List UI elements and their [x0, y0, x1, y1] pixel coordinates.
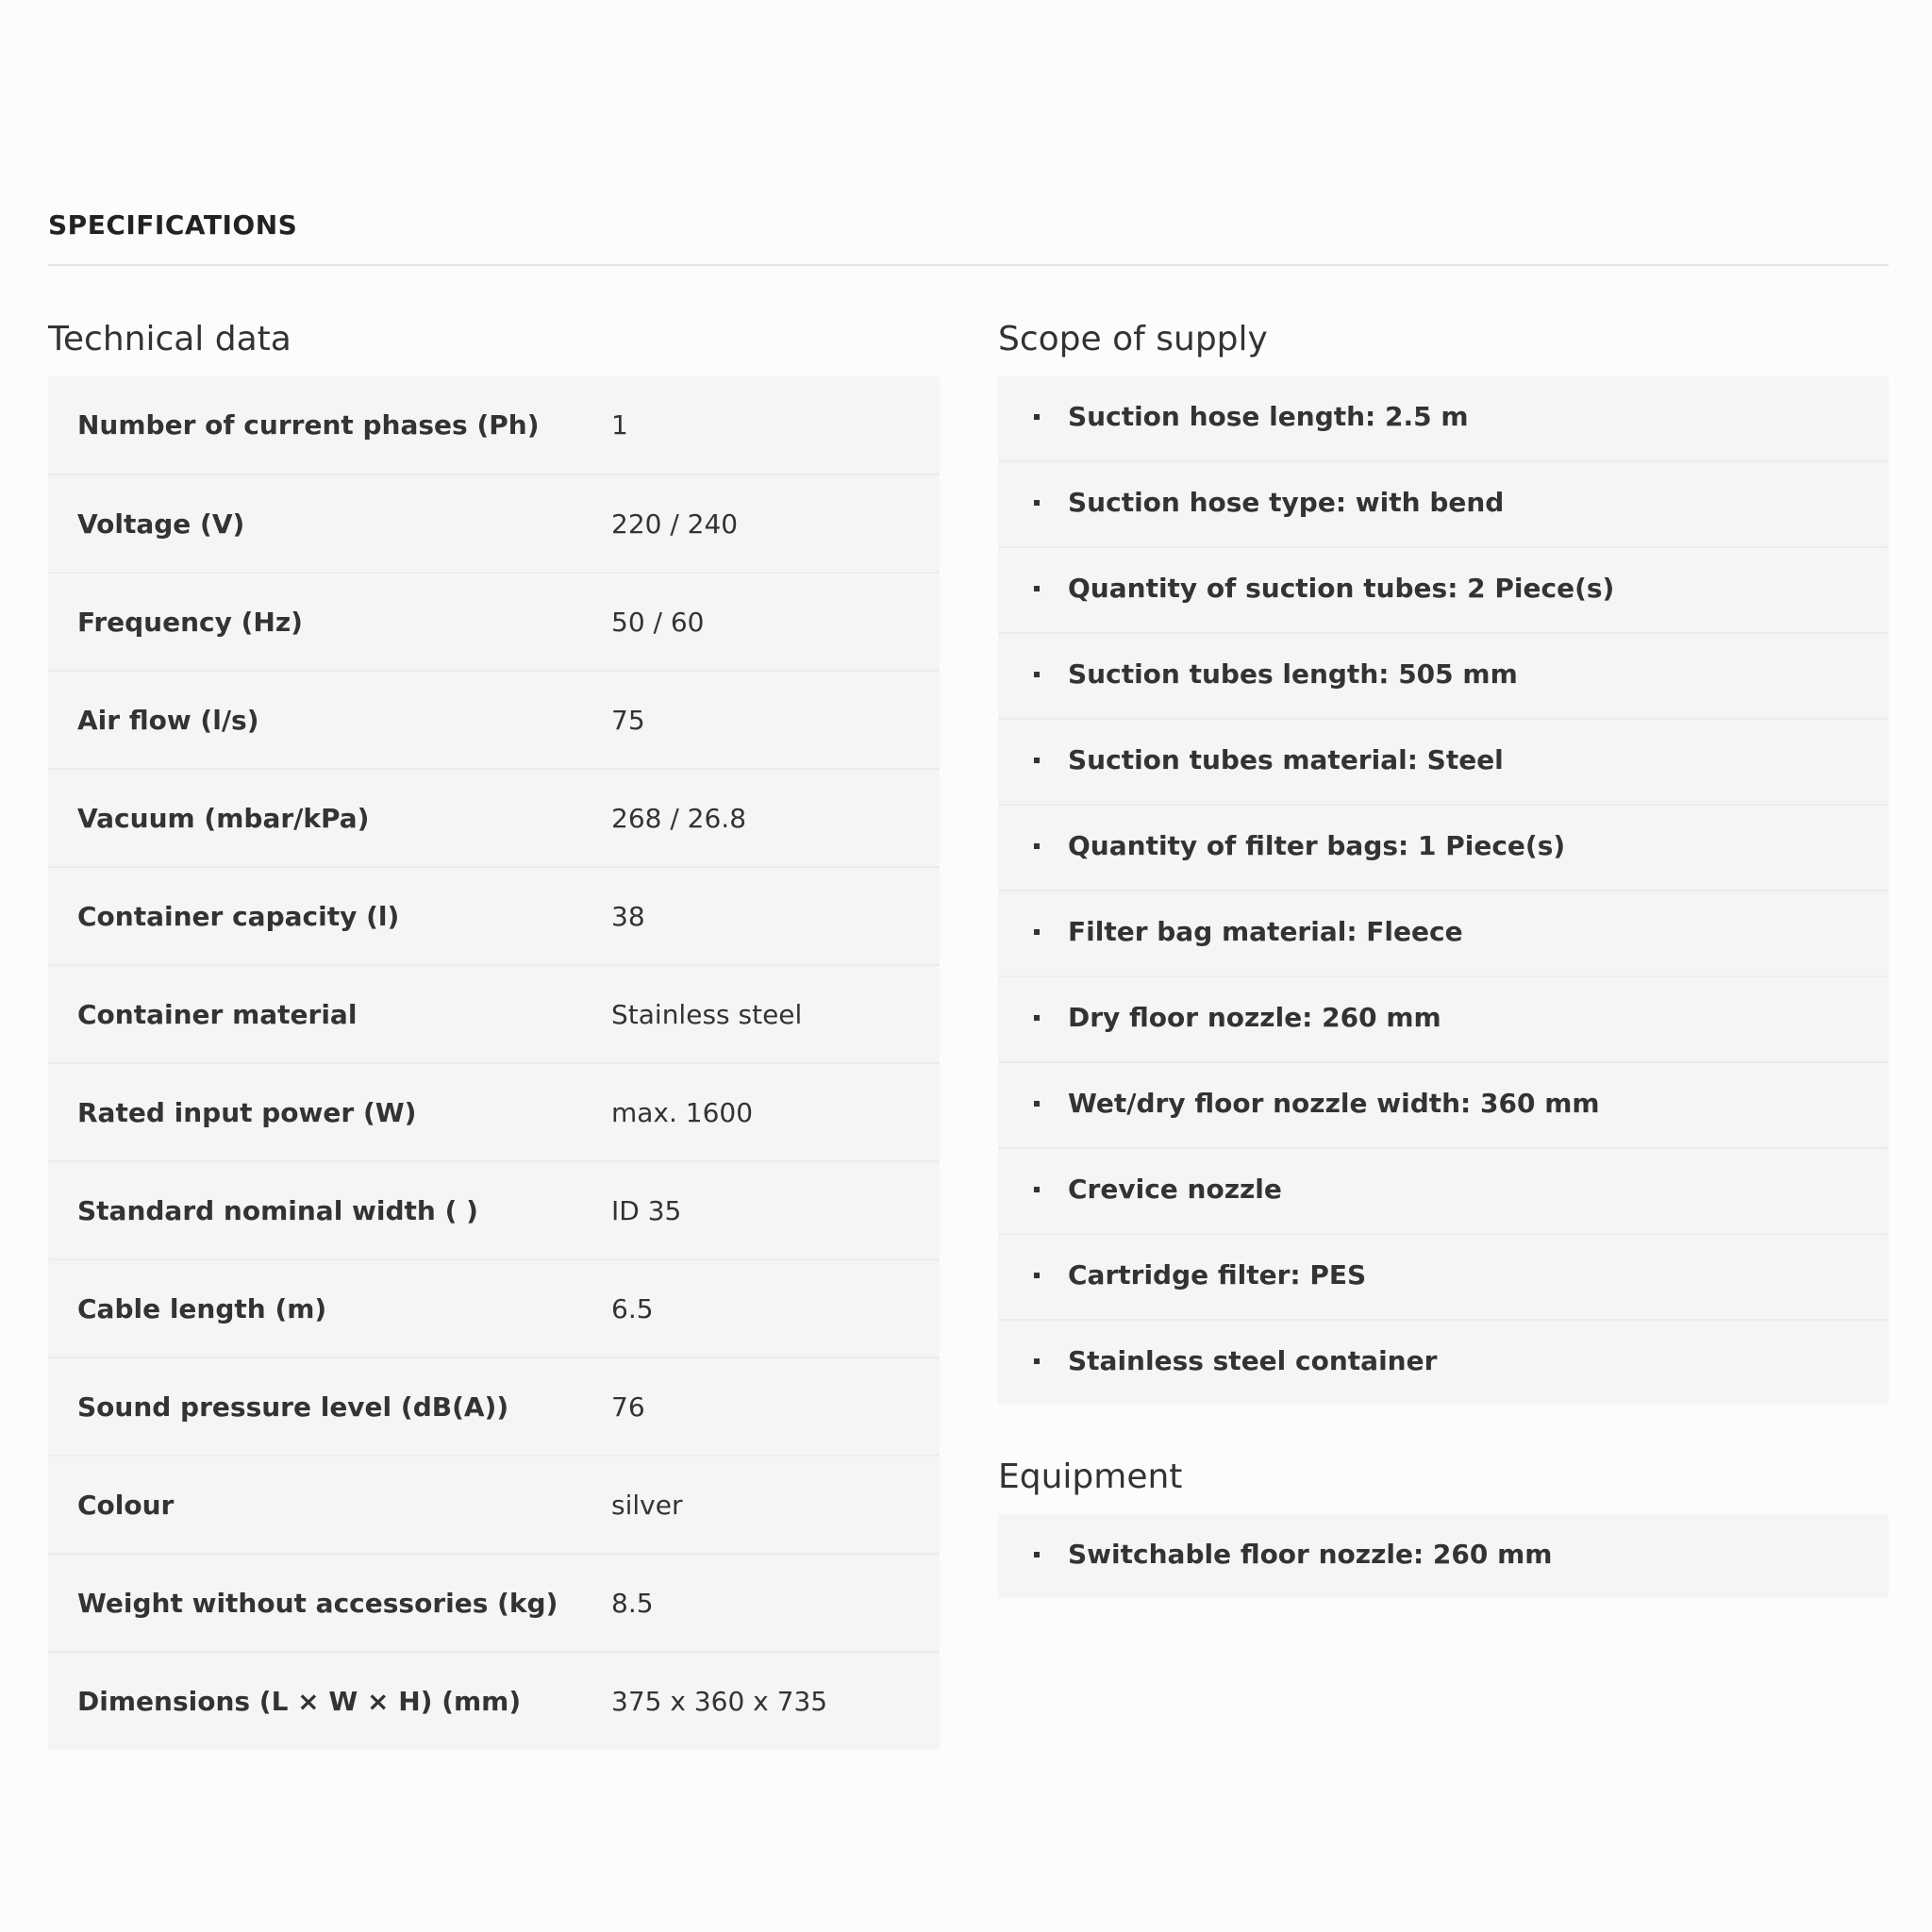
- list-item-text: Suction hose type: with bend: [1068, 487, 1505, 518]
- bullet-icon: [1034, 1101, 1040, 1107]
- list-item-text: Wet/dry floor nozzle width: 360 mm: [1068, 1088, 1600, 1119]
- list-item: [998, 1235, 1889, 1321]
- bullet-icon: [1034, 1358, 1040, 1364]
- row-value: 75: [611, 704, 645, 736]
- table-row: [48, 867, 940, 965]
- row-label: Dimensions (L × W × H) (mm): [77, 1686, 522, 1717]
- list-item: [998, 376, 1889, 462]
- list-item: [998, 977, 1889, 1063]
- list-item: [998, 548, 1889, 634]
- bullet-icon: [1034, 586, 1040, 591]
- row-label: Vacuum (mbar/kPa): [77, 802, 370, 834]
- technical-data-column: [48, 316, 940, 1750]
- table-row: [48, 376, 940, 475]
- list-item-text: Cartridge filter: PES: [1068, 1259, 1367, 1291]
- list-item-text: Stainless steel container: [1068, 1345, 1438, 1376]
- row-value: 6.5: [611, 1292, 654, 1324]
- row-label: Container material: [77, 998, 358, 1030]
- list-item-text: Dry floor nozzle: 260 mm: [1068, 1002, 1441, 1033]
- row-label: Standard nominal width ( ): [77, 1194, 478, 1226]
- list-item: [998, 720, 1889, 806]
- row-value: 220 / 240: [611, 508, 739, 540]
- row-value: silver: [611, 1489, 683, 1521]
- list-item: [998, 1149, 1889, 1235]
- bullet-icon: [1034, 1552, 1040, 1557]
- list-item-text: Quantity of suction tubes: 2 Piece(s): [1068, 573, 1615, 604]
- list-item-text: Quantity of filter bags: 1 Piece(s): [1068, 830, 1566, 861]
- table-row: [48, 1456, 940, 1554]
- bullet-icon: [1034, 843, 1040, 849]
- row-value: 8.5: [611, 1587, 654, 1619]
- table-row: [48, 475, 940, 573]
- bullet-icon: [1034, 1187, 1040, 1192]
- row-value: 375 x 360 x 735: [611, 1686, 828, 1717]
- row-value: 76: [611, 1391, 645, 1423]
- row-label: Weight without accessories (kg): [77, 1587, 558, 1619]
- scope-of-supply-list: [998, 376, 1889, 1405]
- list-item-text: Suction tubes length: 505 mm: [1068, 658, 1518, 690]
- bullet-icon: [1034, 672, 1040, 677]
- bullet-icon: [1034, 500, 1040, 506]
- equipment-list: [998, 1514, 1889, 1598]
- row-label: Number of current phases (Ph): [77, 409, 540, 441]
- row-value: 268 / 26.8: [611, 802, 747, 834]
- technical-data-heading: Technical data: [48, 320, 291, 358]
- bullet-icon: [1034, 1273, 1040, 1278]
- equipment-heading: Equipment: [998, 1457, 1183, 1496]
- list-item: [998, 1321, 1889, 1405]
- list-item: [998, 634, 1889, 720]
- table-row: [48, 573, 940, 671]
- list-item-text: Switchable floor nozzle: 260 mm: [1068, 1539, 1553, 1570]
- scope-of-supply-heading: Scope of supply: [998, 320, 1268, 358]
- section-divider: [48, 264, 1889, 266]
- list-item-text: Suction hose length: 2.5 m: [1068, 401, 1469, 432]
- list-item: [998, 806, 1889, 891]
- list-item: [998, 1514, 1889, 1598]
- table-row: [48, 1554, 940, 1652]
- row-label: Colour: [77, 1489, 175, 1521]
- row-value: ID 35: [611, 1194, 682, 1226]
- bullet-icon: [1034, 758, 1040, 763]
- scope-column: [998, 316, 1889, 1598]
- bullet-icon: [1034, 1015, 1040, 1021]
- row-label: Air flow (l/s): [77, 704, 259, 736]
- list-item-text: Filter bag material: Fleece: [1068, 916, 1463, 947]
- table-row: [48, 1259, 940, 1357]
- row-label: Frequency (Hz): [77, 606, 303, 638]
- table-row: [48, 671, 940, 769]
- table-row: [48, 965, 940, 1063]
- list-item: [998, 462, 1889, 548]
- row-value: max. 1600: [611, 1096, 754, 1128]
- list-item-text: Crevice nozzle: [1068, 1174, 1282, 1205]
- list-item: [998, 1063, 1889, 1149]
- technical-data-table: [48, 376, 940, 1750]
- row-value: Stainless steel: [611, 998, 803, 1030]
- table-row: [48, 1652, 940, 1750]
- equipment-block: [998, 1454, 1889, 1598]
- row-label: Voltage (V): [77, 508, 245, 540]
- table-row: [48, 1063, 940, 1161]
- row-label: Sound pressure level (dB(A)): [77, 1391, 509, 1423]
- row-value: 1: [611, 409, 628, 441]
- row-label: Rated input power (W): [77, 1096, 417, 1128]
- row-value: 38: [611, 900, 645, 932]
- bullet-icon: [1034, 929, 1040, 935]
- row-label: Container capacity (l): [77, 900, 400, 932]
- row-value: 50 / 60: [611, 606, 705, 638]
- row-label: Cable length (m): [77, 1292, 327, 1324]
- bullet-icon: [1034, 414, 1040, 420]
- section-title: SPECIFICATIONS: [48, 209, 298, 241]
- table-row: [48, 769, 940, 867]
- table-row: [48, 1161, 940, 1259]
- list-item: [998, 891, 1889, 977]
- list-item-text: Suction tubes material: Steel: [1068, 744, 1504, 775]
- table-row: [48, 1357, 940, 1456]
